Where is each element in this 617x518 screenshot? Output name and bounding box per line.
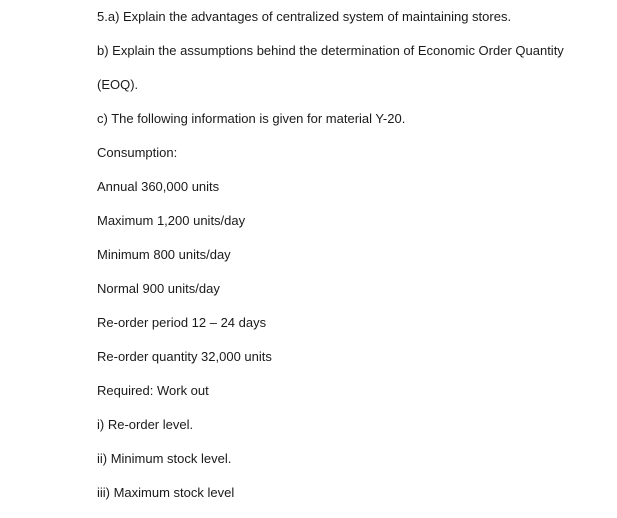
required-item-iii: iii) Maximum stock level xyxy=(97,485,235,500)
question-part-b-line2: (EOQ). xyxy=(97,77,139,92)
required-item-i: i) Re-order level. xyxy=(97,417,194,432)
question-part-c: c) The following information is given for material Y-20. xyxy=(97,111,406,126)
consumption-annual: Annual 360,000 units xyxy=(97,179,220,194)
reorder-quantity: Re-order quantity 32,000 units xyxy=(97,349,272,364)
consumption-normal: Normal 900 units/day xyxy=(97,281,220,296)
consumption-minimum: Minimum 800 units/day xyxy=(97,247,231,262)
required-heading: Required: Work out xyxy=(97,383,209,398)
reorder-period: Re-order period 12 – 24 days xyxy=(97,315,267,330)
consumption-heading: Consumption: xyxy=(97,145,178,160)
consumption-maximum: Maximum 1,200 units/day xyxy=(97,213,246,228)
question-part-b-line1: b) Explain the assumptions behind the determination of Economic Order Quantity xyxy=(97,43,564,58)
required-item-ii: ii) Minimum stock level. xyxy=(97,451,232,466)
question-part-a: 5.a) Explain the advantages of centralized system of maintaining stores. xyxy=(97,9,512,24)
